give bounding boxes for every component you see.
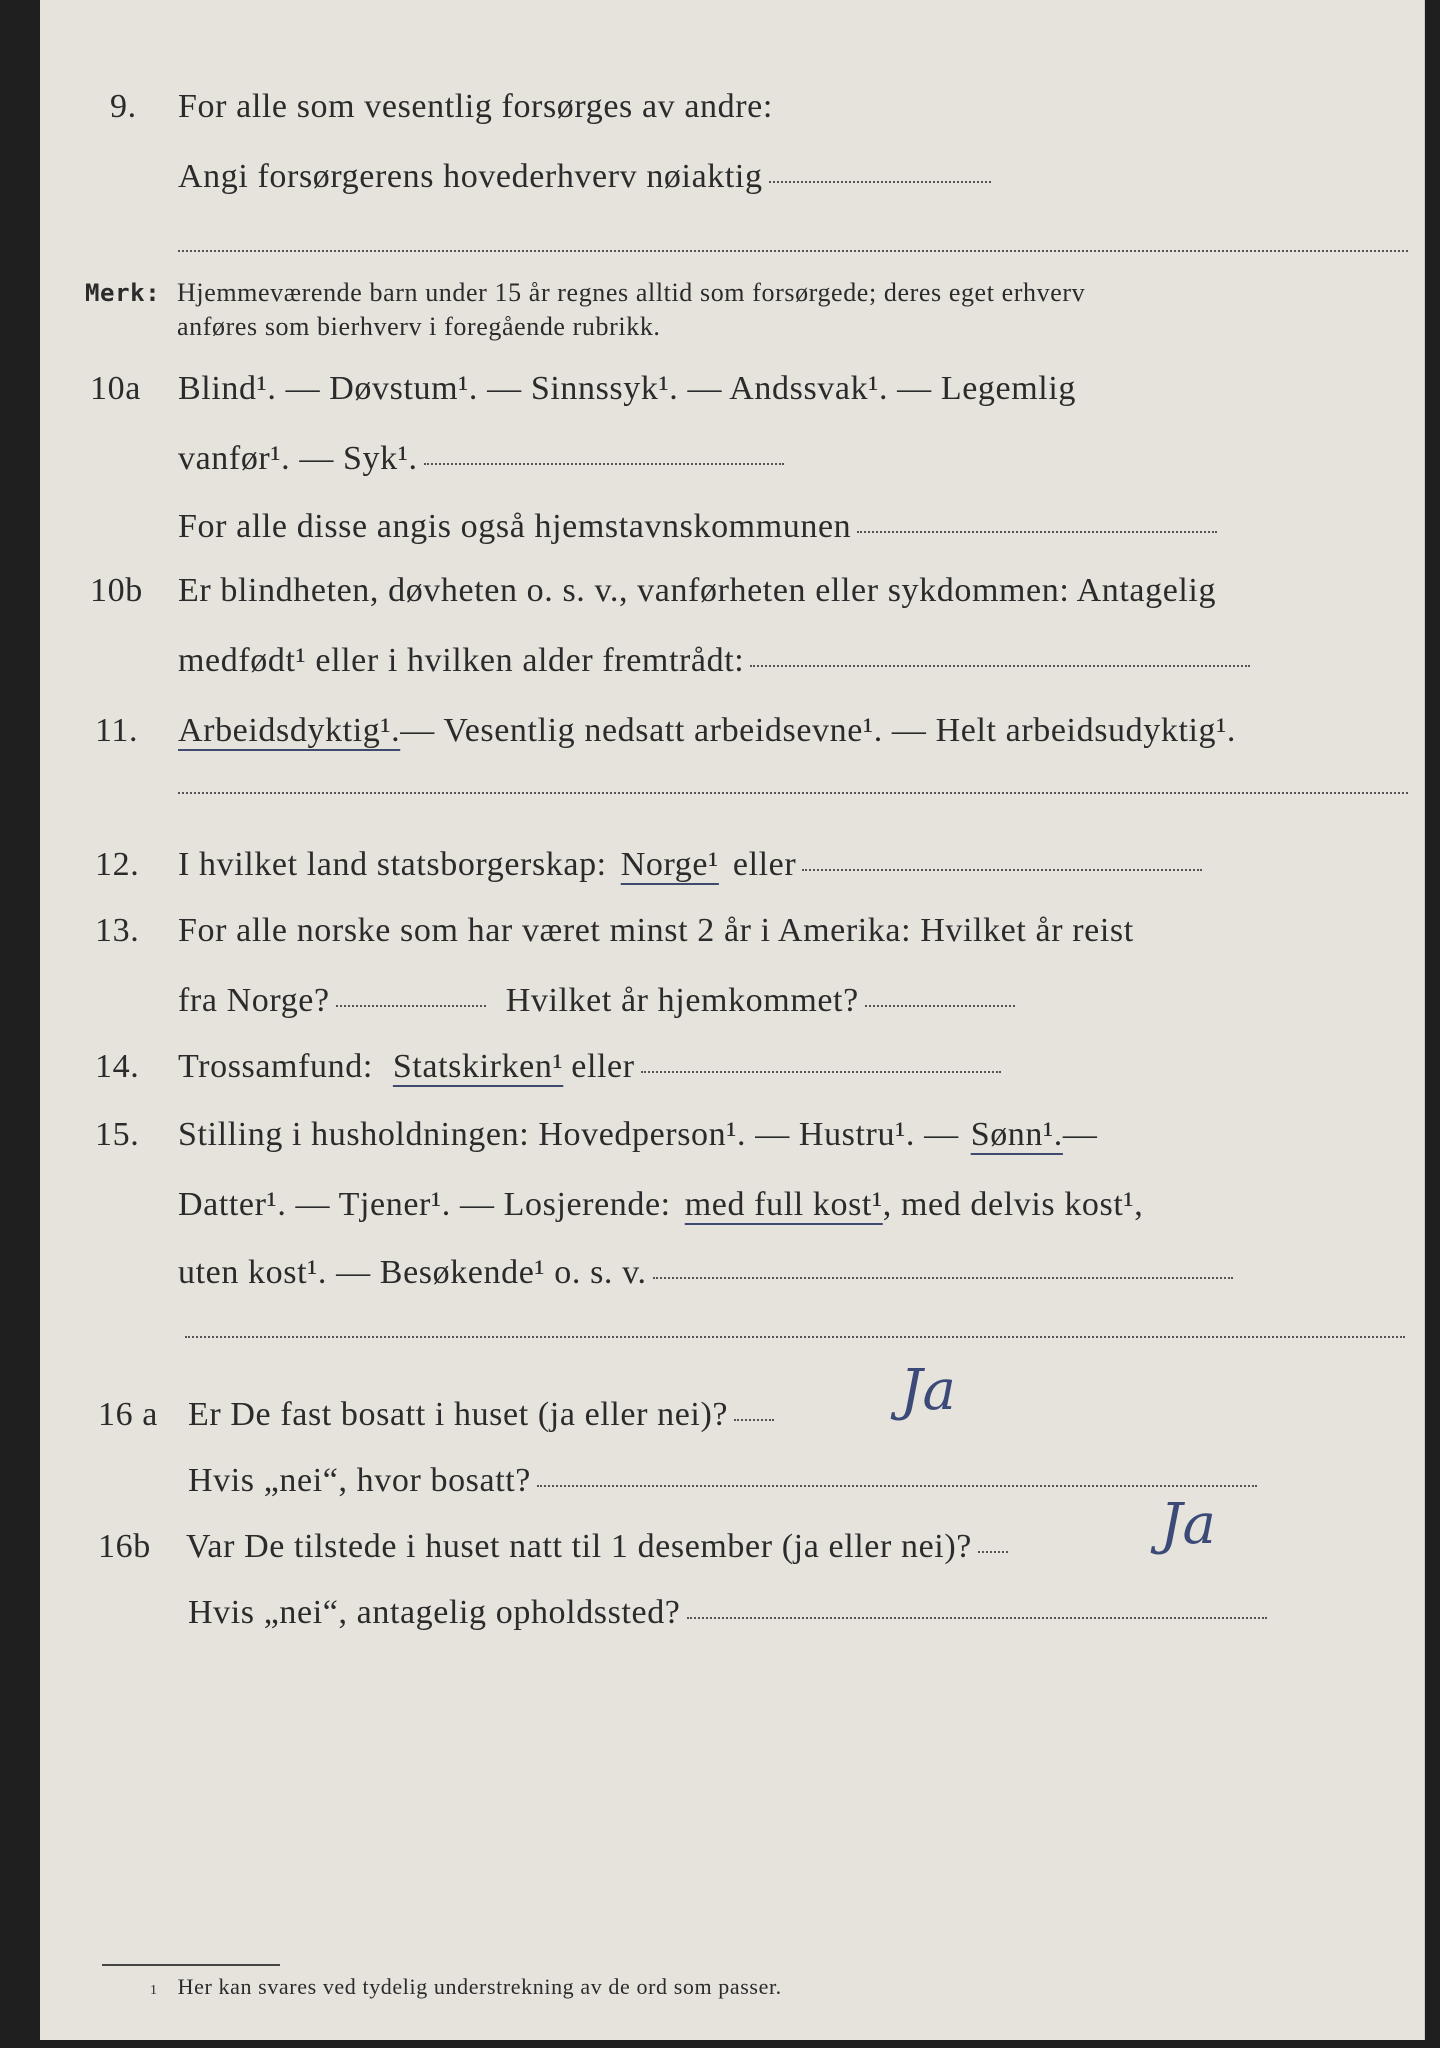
q9-answer-line[interactable] [769, 180, 991, 183]
merk-text-2: anføres som bierhverv i foregående rubrikk. [177, 312, 661, 341]
q13-line1 [95, 912, 1134, 950]
q16a-line1 [98, 1396, 774, 1434]
q12-answer-line[interactable] [802, 868, 1202, 871]
q15-number: 15. [95, 1116, 140, 1153]
q16a-handwritten-answer: Ja [900, 1358, 956, 1423]
merk-text-1: Hjemmeværende barn under 15 år regnes alltid som forsørgede; deres eget erhverv [177, 278, 1086, 307]
q16b-answer-line[interactable] [978, 1550, 1008, 1553]
q16a-line2 [188, 1462, 1257, 1500]
q16a-where-line[interactable] [537, 1484, 1257, 1487]
q15-text-2c: , med delvis kost¹, [882, 1186, 1144, 1223]
q14-number: 14. [95, 1048, 140, 1085]
q11-line [95, 712, 1236, 750]
q10b-number: 10b [90, 572, 143, 609]
q15-option-sonn-underlined[interactable]: Sønn¹. [970, 1116, 1063, 1153]
q13-line2 [178, 982, 1015, 1020]
q11-text: — Vesentlig nedsatt arbeidsevne¹. — Helt arbeidsudyktig¹. [400, 712, 1237, 749]
q9-line1 [110, 88, 773, 126]
q11-option-underlined[interactable]: Arbeidsdyktig¹. [178, 712, 401, 749]
q13-text-2a: fra Norge? [178, 982, 330, 1019]
q9-line2 [178, 158, 991, 196]
q10a-line3 [178, 508, 1217, 546]
footnote-mark: 1 [150, 1983, 158, 1998]
q14-option-underlined[interactable]: Statskirken¹ [392, 1048, 564, 1085]
q10a-text-3: For alle disse angis også hjemstavnskommunen [178, 508, 852, 545]
q9-number: 9. [110, 88, 137, 125]
q13-year-returned-line[interactable] [865, 1004, 1015, 1007]
q16b-handwritten-answer: Ja [1160, 1492, 1216, 1557]
footnote [150, 1974, 782, 2000]
q10a-line2 [178, 440, 784, 478]
q15-text-2a: Datter¹. — Tjener¹. — Losjerende: [178, 1186, 671, 1223]
q10b-line2 [178, 642, 1250, 680]
q11-number: 11. [95, 712, 139, 749]
merk-line2 [177, 312, 661, 342]
q15-text-1c: — [1062, 1116, 1098, 1153]
q15-line3 [178, 1254, 1233, 1292]
q13-text-1: For alle norske som har været minst 2 år i Amerika: Hvilket år reist [178, 912, 1134, 949]
q16b-line1 [98, 1528, 1008, 1566]
q13-number: 13. [95, 912, 140, 949]
q11-answer-line[interactable] [178, 792, 1408, 794]
q10b-line1 [90, 572, 1216, 610]
footnote-text: Her kan svares ved tydelig understrekning av de ord som passer. [177, 1974, 782, 1999]
q16a-number: 16 a [98, 1396, 158, 1433]
q10a-text-2: vanfør¹. — Syk¹. [178, 440, 418, 477]
q15-line2 [178, 1186, 1143, 1224]
q15-text-3: uten kost¹. — Besøkende¹ o. s. v. [178, 1254, 647, 1291]
q12-text-pre: I hvilket land statsborgerskap: [178, 846, 607, 883]
q10a-text-1: Blind¹. — Døvstum¹. — Sinnssyk¹. — Andssvak¹. — Legemlig [178, 370, 1076, 407]
q14-answer-line[interactable] [641, 1070, 1001, 1073]
merk-label: Merk: [85, 279, 161, 307]
q13-year-left-line[interactable] [336, 1004, 486, 1007]
q16b-whereabouts-line[interactable] [687, 1616, 1267, 1619]
q10b-text-2: medfødt¹ eller i hvilken alder fremtrådt: [178, 642, 745, 679]
census-form-page [40, 0, 1425, 2040]
q12-option-underlined[interactable]: Norge¹ [620, 846, 719, 883]
q10a-number: 10a [90, 370, 141, 407]
q9-answer-line-2[interactable] [178, 250, 1408, 252]
q14-text-pre: Trossamfund: [178, 1048, 373, 1085]
q14-line [95, 1048, 1001, 1086]
q13-text-2b: Hvilket år hjemkommet? [505, 982, 859, 1019]
q15-answer-line[interactable] [653, 1276, 1233, 1279]
q16b-number: 16b [98, 1528, 151, 1565]
q15-text-1a: Stilling i husholdningen: Hovedperson¹. — Hustru¹. — [178, 1116, 959, 1153]
q16a-text-2: Hvis „nei“, hvor bosatt? [188, 1462, 531, 1499]
q15-answer-line-2[interactable] [185, 1336, 1405, 1338]
q14-text-post: eller [571, 1048, 635, 1085]
q10a-answer-line[interactable] [424, 462, 784, 465]
q9-text-2: Angi forsørgerens hovederhverv nøiaktig [178, 158, 763, 195]
q12-number: 12. [95, 846, 140, 883]
footnote-rule [102, 1964, 280, 1966]
merk-line1 [85, 278, 1085, 308]
q12-text-post: eller [732, 846, 797, 883]
q12-line [95, 846, 1202, 884]
q16b-text-2: Hvis „nei“, antagelig opholdssted? [188, 1594, 681, 1631]
q16b-text-1: Var De tilstede i huset natt til 1 desember (ja eller nei)? [186, 1528, 972, 1565]
q15-line1 [95, 1116, 1098, 1154]
q10b-text-1: Er blindheten, døvheten o. s. v., vanførheten eller sykdommen: Antagelig [178, 572, 1217, 609]
q16a-answer-line[interactable] [734, 1418, 774, 1421]
q10b-answer-line[interactable] [750, 664, 1250, 667]
q15-option-fullkost-underlined[interactable]: med full kost¹ [684, 1186, 883, 1223]
q9-text-1: For alle som vesentlig forsørges av andre: [178, 88, 773, 125]
q10a-line1 [90, 370, 1076, 408]
q16b-line2 [188, 1594, 1267, 1632]
q16a-text-1: Er De fast bosatt i huset (ja eller nei)? [188, 1396, 729, 1433]
q10a-hometown-line[interactable] [857, 530, 1217, 533]
